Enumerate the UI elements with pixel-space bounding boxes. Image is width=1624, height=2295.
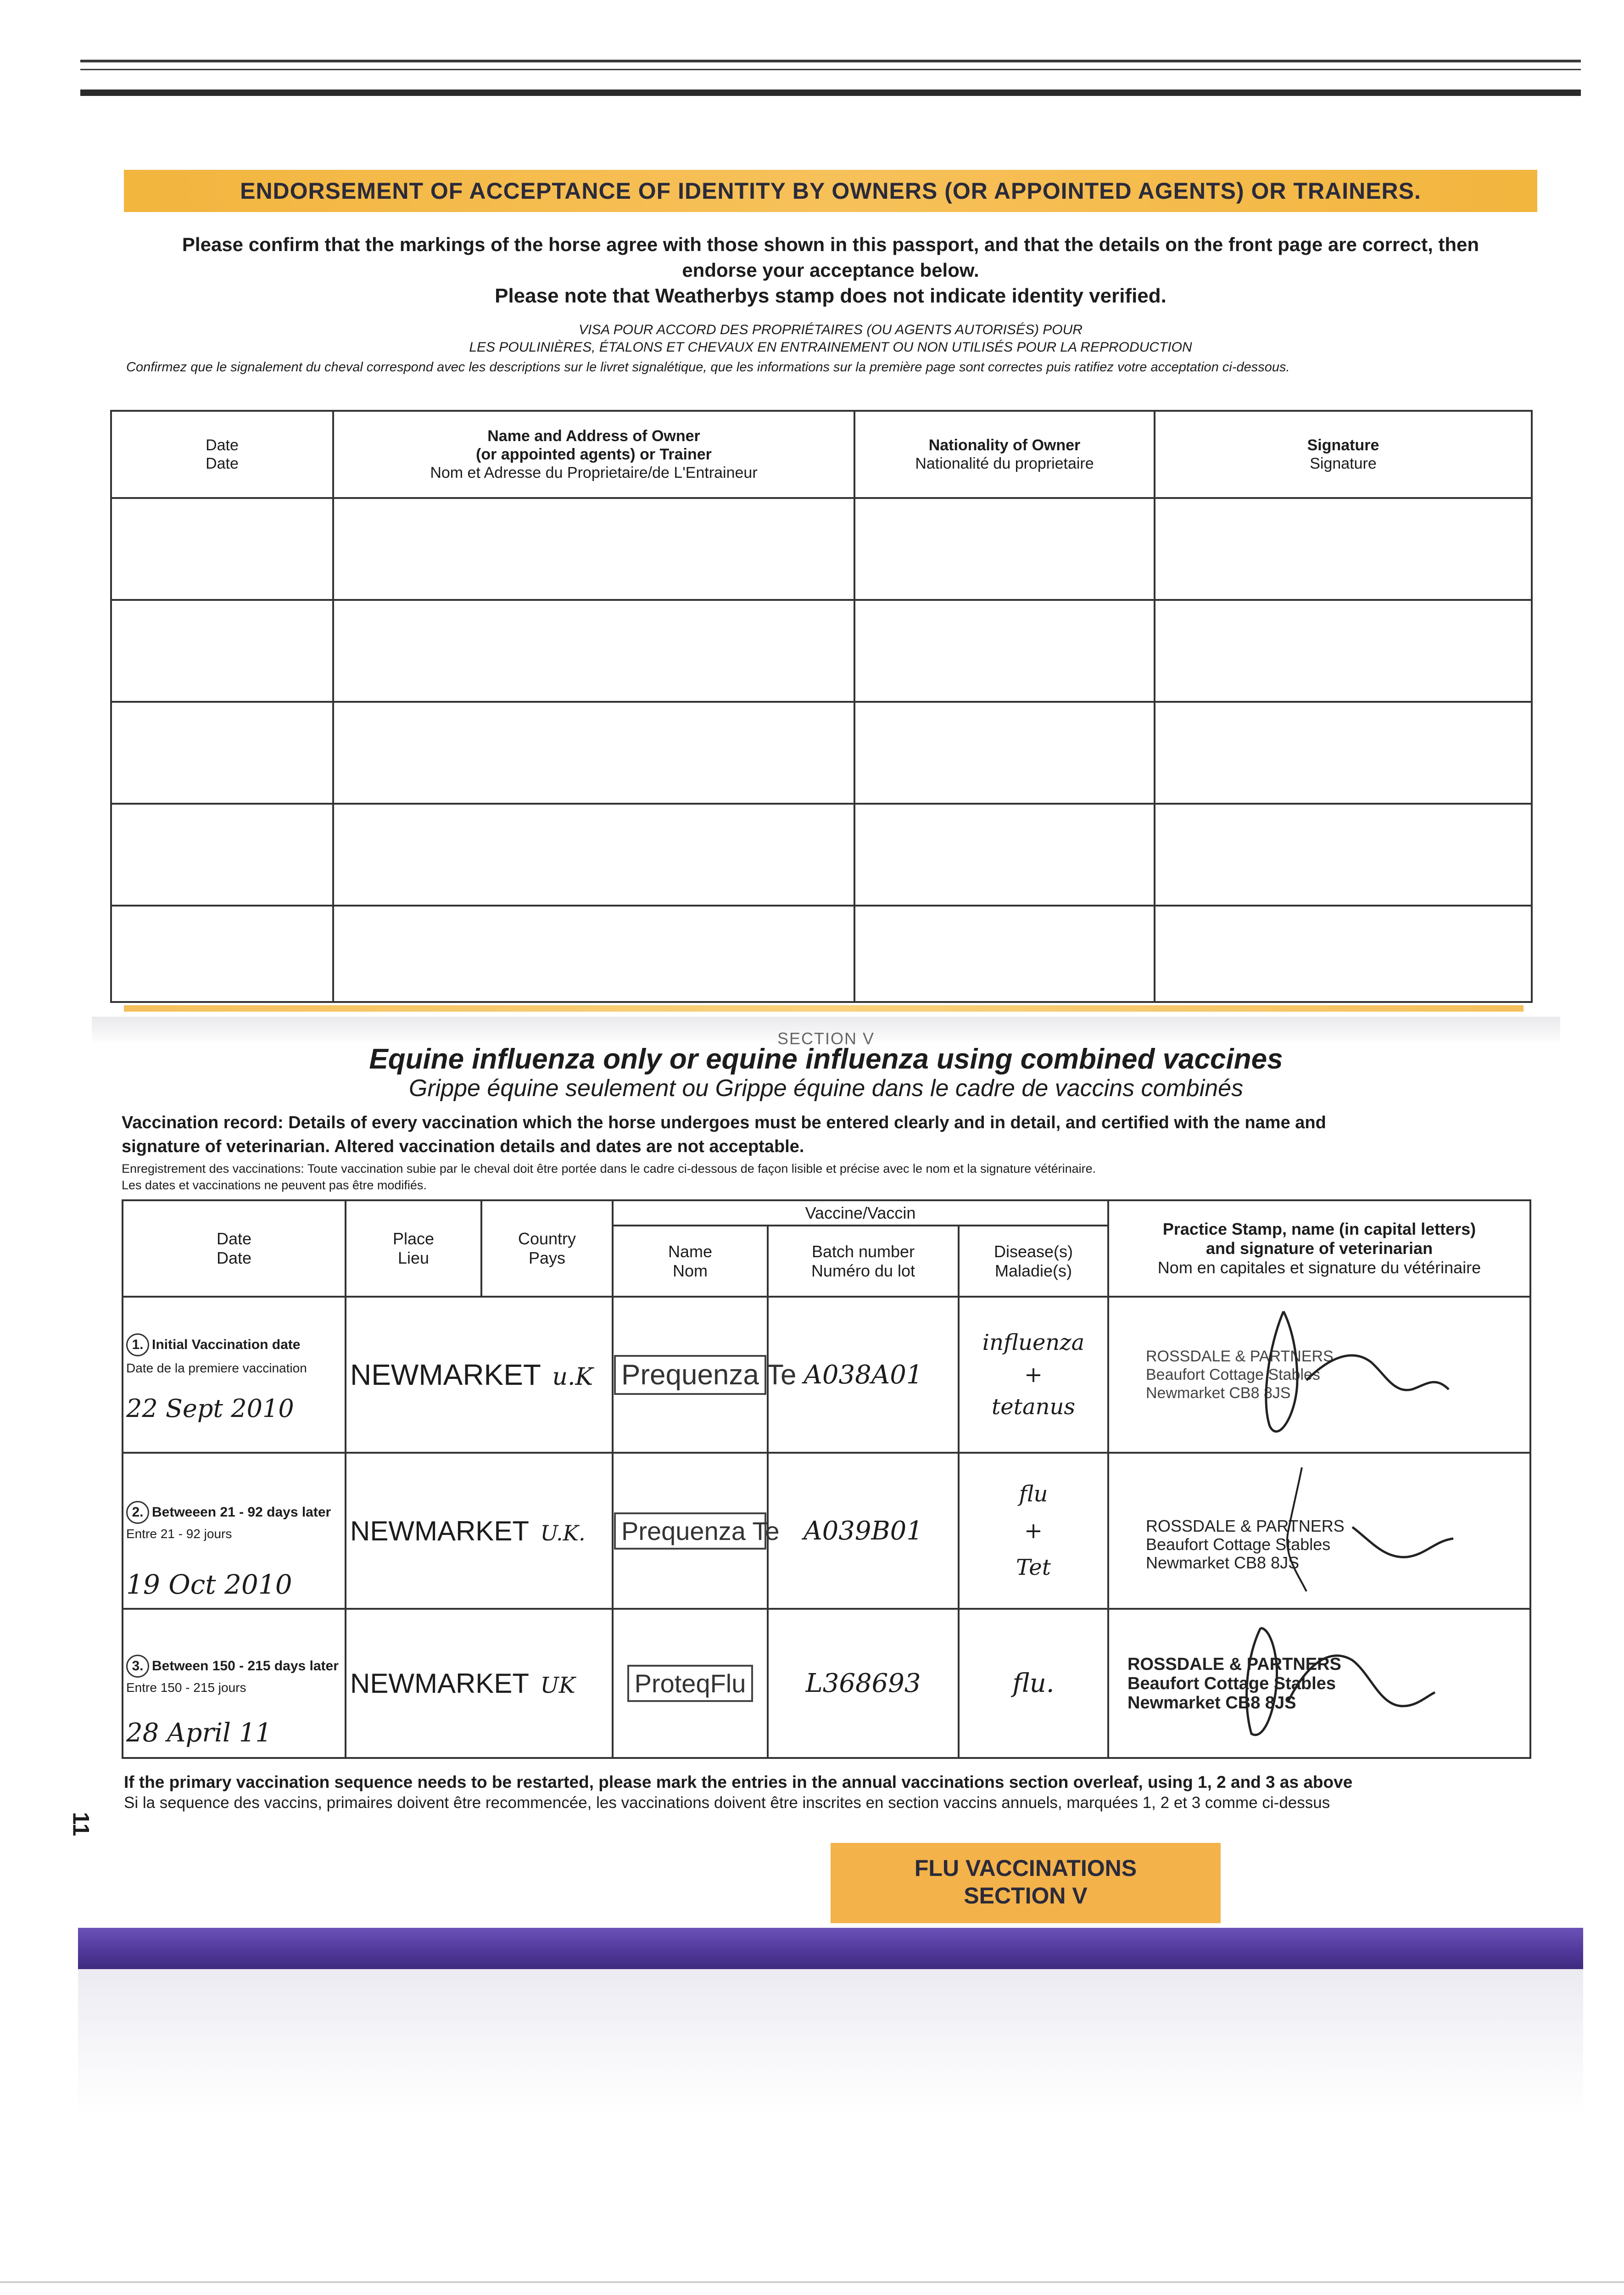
vac-col-vaccine: Vaccine/Vaccin	[613, 1200, 1108, 1226]
vac-col-disease: Disease(s) Maladie(s)	[959, 1226, 1108, 1297]
stamp-line-2: Beaufort Cottage Stables	[1146, 1366, 1320, 1383]
vac-col-stamp: Practice Stamp, name (in capital letters) and signature of veterinarian Nom en capitales et signature du vétérinaire	[1108, 1200, 1530, 1297]
col-signature-header: Signature Signature	[1155, 411, 1532, 498]
row-label: Initial Vaccination date	[152, 1337, 301, 1352]
vaccine-name: ProteqFlu	[627, 1665, 753, 1702]
orange-divider	[124, 1005, 1524, 1012]
instruction-line-2: endorse your acceptance below.	[682, 259, 979, 281]
disease-line-1: flu	[1019, 1481, 1048, 1507]
row-label: Between 150 - 215 days later	[152, 1658, 339, 1674]
endorsement-title: ENDORSEMENT OF ACCEPTANCE OF IDENTITY BY OWNERS (OR APPOINTED AGENTS) OR TRAINERS.	[240, 178, 1421, 204]
top-rule-3	[80, 90, 1581, 96]
french-confirm-text: Confirmez que le signalement du cheval correspond avec les descriptions sur le livret signalétique, que les informations sur la première page sont correctes puis ratifiez votre acceptation ci-dessous.	[126, 360, 1290, 375]
disease-line-2: +	[1024, 1518, 1043, 1544]
batch-number: A038A01	[768, 1297, 959, 1453]
stamp-line-2: Beaufort Cottage Stables	[1127, 1674, 1336, 1693]
row-number: 3.	[126, 1655, 149, 1678]
country-value: U.K.	[540, 1520, 586, 1545]
place-value: NEWMARKET	[350, 1358, 541, 1391]
flu-vaccinations-tab	[831, 1843, 1221, 1923]
place-value: NEWMARKET	[350, 1515, 529, 1546]
row-number: 2.	[126, 1501, 149, 1524]
instruction-line-1: Please confirm that the markings of the horse agree with those shown in this passport, and that the details on the front page are correct, then	[182, 234, 1479, 255]
batch-number: L368693	[768, 1609, 959, 1758]
vaccination-date: 28 April 11	[126, 1718, 272, 1748]
top-rule-2	[80, 69, 1581, 70]
disease-line-3: Tet	[1016, 1555, 1051, 1580]
vaccine-name: Prequenza Te	[614, 1512, 766, 1550]
disease-line-1: influenza	[982, 1330, 1085, 1355]
vet-signature	[1219, 1307, 1485, 1444]
restart-note-fr: Si la sequence des vaccins, primaires doivent être recommencée, les vaccinations doivent être inscrites en section vaccins annuels, marquées 1, 2 et 3 comme ci-dessus	[124, 1794, 1330, 1812]
endorsement-banner	[124, 170, 1537, 212]
owner-row	[111, 702, 1532, 804]
section-label: SECTION V	[777, 1029, 875, 1048]
vaccination-row-1	[123, 1297, 1530, 1453]
vaccination-date: 22 Sept 2010	[126, 1394, 294, 1423]
vac-col-name: Name Nom	[613, 1226, 768, 1297]
row-label-fr: Entre 21 - 92 jours	[126, 1527, 232, 1541]
stamp-line-3: Newmarket CB8 8JS	[1146, 1553, 1300, 1572]
vac-col-place: Place Lieu	[346, 1200, 481, 1297]
bottom-rule	[0, 2281, 1624, 2283]
stamp-line-2: Beaufort Cottage Stables	[1146, 1535, 1331, 1554]
owner-row	[111, 906, 1532, 1002]
col-date-header: Date Date	[111, 411, 333, 498]
disease-line-2: +	[1024, 1362, 1043, 1388]
tab-line-2: SECTION V	[964, 1883, 1088, 1909]
disease-line-3: tetanus	[991, 1394, 1076, 1420]
page-number: 11	[68, 1812, 94, 1836]
vet-signature	[1224, 1463, 1490, 1601]
vac-col-date: Date Date	[123, 1200, 346, 1297]
owner-row	[111, 804, 1532, 906]
stamp-line-3: Newmarket CB8 8JS	[1127, 1693, 1296, 1713]
vac-col-country: Country Pays	[481, 1200, 613, 1297]
section-subtitle: Grippe équine seulement ou Grippe équine dans le cadre de vaccins combinés	[408, 1075, 1244, 1102]
vaccination-row-2	[123, 1453, 1530, 1609]
place-value: NEWMARKET	[350, 1668, 529, 1699]
instruction-line-3: Please note that Weatherbys stamp does not indicate identity verified.	[495, 285, 1166, 307]
row-label-fr: Entre 150 - 215 jours	[126, 1680, 246, 1695]
record-french-1: Enregistrement des vaccinations: Toute vaccination subie par le cheval doit être portée dans le cadre ci-dessous de façon lisible et précise avec le nom et la signature vétérinaire.	[122, 1162, 1096, 1175]
vaccination-row-3	[123, 1609, 1530, 1758]
vaccine-name: Prequenza Te	[614, 1355, 766, 1395]
country-value: UK	[540, 1673, 575, 1698]
section-title: Equine influenza only or equine influenza using combined vaccines	[369, 1043, 1283, 1075]
top-rule	[80, 60, 1581, 62]
country-value: u.K	[552, 1363, 593, 1391]
disease-line-1: flu.	[1012, 1668, 1055, 1698]
owner-endorsement-table	[110, 410, 1533, 1003]
batch-number: A039B01	[768, 1453, 959, 1609]
restart-note: If the primary vaccination sequence needs to be restarted, please mark the entries in the annual vaccinations section overleaf, using 1, 2 and 3 as above	[124, 1773, 1353, 1791]
row-label-fr: Date de la premiere vaccination	[126, 1361, 307, 1375]
stamp-line-1: ROSSDALE & PARTNERS	[1127, 1654, 1341, 1674]
purple-fade	[78, 1969, 1583, 2116]
vet-signature	[1192, 1610, 1458, 1747]
owner-row	[111, 600, 1532, 702]
row-number: 1.	[126, 1333, 149, 1356]
stamp-line-3: Newmarket CB8 8JS	[1146, 1384, 1291, 1402]
record-french-2: Les dates et vaccinations ne peuvent pas être modifiés.	[122, 1178, 427, 1192]
vaccination-date: 19 Oct 2010	[126, 1569, 292, 1600]
owner-row	[111, 498, 1532, 600]
vac-col-batch: Batch number Numéro du lot	[768, 1226, 959, 1297]
vaccination-table	[122, 1199, 1531, 1759]
tab-line-1: FLU VACCINATIONS	[914, 1855, 1137, 1881]
row-label: Betweeen 21 - 92 days later	[152, 1505, 331, 1520]
record-instruction-1: Vaccination record: Details of every vaccination which the horse undergoes must be entered clearly and in detail, and certified with the name and	[122, 1113, 1326, 1132]
col-nationality-header: Nationality of Owner Nationalité du proprietaire	[854, 411, 1155, 498]
french-visa-line-2: LES POULINIÈRES, ÉTALONS ET CHEVAUX EN ENTRAINEMENT OU NON UTILISÉS POUR LA REPRODUCTION	[469, 340, 1192, 355]
purple-band	[78, 1928, 1583, 1969]
stamp-line-1: ROSSDALE & PARTNERS	[1146, 1517, 1345, 1535]
col-owner-name-header: Name and Address of Owner (or appointed agents) or Trainer Nom et Adresse du Proprietaire/de L'Entraineur	[333, 411, 854, 498]
record-instruction-2: signature of veterinarian. Altered vaccination details and dates are not acceptable.	[122, 1137, 804, 1156]
french-visa-line-1: VISA POUR ACCORD DES PROPRIÉTAIRES (OU AGENTS AUTORISÉS) POUR	[579, 322, 1083, 337]
stamp-line-1: ROSSDALE & PARTNERS	[1146, 1348, 1334, 1365]
